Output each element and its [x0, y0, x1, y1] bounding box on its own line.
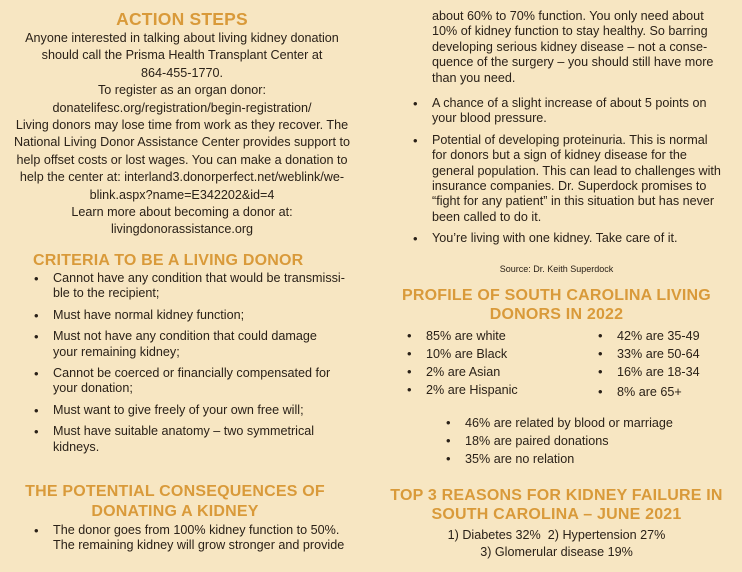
- action-steps-text: [0, 30, 364, 239]
- age-stat: • 33% are 50-64: [617, 345, 737, 363]
- criteria-item: • Cannot be coerced or financially compensated for your donation;: [53, 366, 358, 397]
- criteria-item: • Must want to give freely of your own free will;: [53, 403, 358, 418]
- relation-stat: • 35% are no relation: [465, 450, 735, 468]
- profile-heading: [371, 286, 742, 324]
- action-line: 864-455-1770.: [141, 65, 223, 80]
- reasons-heading-line1: TOP 3 REASONS FOR KIDNEY FAILURE IN: [390, 487, 723, 504]
- consequences-list: [432, 96, 737, 247]
- profile-race-list: [426, 327, 596, 399]
- relation-stat: • 18% are paired donations: [465, 432, 735, 450]
- profile-age-list: [617, 327, 737, 401]
- race-stat: • 2% are Hispanic: [426, 381, 596, 399]
- criteria-item: • Cannot have any condition that would be transmissi- ble to the recipient;: [53, 271, 358, 302]
- age-stat: • 8% are 65+: [617, 383, 737, 401]
- age-stat: • 16% are 18-34: [617, 363, 737, 381]
- reasons-heading: [371, 486, 742, 524]
- profile-heading-line1: PROFILE OF SOUTH CAROLINA LIVING: [402, 287, 711, 304]
- race-stat: • 10% are Black: [426, 345, 596, 363]
- consequences-heading-line1: THE POTENTIAL CONSEQUENCES OF: [25, 483, 325, 500]
- profile-heading-line2: DONORS IN 2022: [489, 306, 624, 323]
- action-line: Anyone interested in talking about living kidney donation: [25, 31, 339, 45]
- reasons-text: [371, 527, 742, 562]
- action-line: Learn more about becoming a donor at:: [71, 205, 293, 220]
- reasons-line: 3) Glomerular disease 19%: [480, 545, 633, 560]
- race-stat: • 2% are Asian: [426, 363, 596, 381]
- action-line: Living donors may lose time from work as they recover. The: [15, 118, 349, 133]
- reasons-heading-line2: SOUTH CAROLINA – JUNE 2021: [431, 506, 682, 523]
- consequence-continued: about 60% to 70% function. You only need about 10% of kidney function to stay healthy. So barring developing serious kidney disease – not a conse- quence of the surgery – you should still have more than you need.: [432, 9, 714, 85]
- consequence-item: • Potential of developing proteinuria. This is normal for donors but a sign of kidney disease for the general population. This can lead to challenges with insurance companies. Dr. Superdock promises to “fight for any patient” in this situation but has never been called to do it.: [432, 133, 737, 225]
- criteria-item: • Must have suitable anatomy – two symmetrical kidneys.: [53, 424, 358, 455]
- reasons-line: 1) Diabetes 32% 2) Hypertension 27%: [447, 528, 666, 542]
- race-stat: • 85% are white: [426, 327, 596, 345]
- criteria-heading: CRITERIA TO BE A LIVING DONOR: [33, 252, 304, 269]
- action-line: should call the Prisma Health Transplant Center at: [41, 48, 323, 63]
- action-steps-heading: ACTION STEPS: [116, 9, 248, 29]
- action-line: help offset costs or lost wages. You can make a donation to: [16, 152, 348, 167]
- action-line: donatelifesc.org/registration/begin-registration/: [52, 100, 312, 115]
- action-line: blink.aspx?name=E342202&id=4: [89, 187, 275, 202]
- consequences-heading: [0, 482, 350, 522]
- consequences-heading-line2: DONATING A KIDNEY: [91, 503, 259, 520]
- criteria-list: [53, 271, 358, 455]
- consequence-item: • A chance of a slight increase of about 5 points on your blood pressure.: [432, 96, 737, 127]
- consequences-list-start: [53, 523, 358, 554]
- action-line: To register as an organ donor:: [97, 83, 267, 98]
- criteria-item: • Must not have any condition that could damage your remaining kidney;: [53, 329, 358, 360]
- action-line: help the center at: interland3.donorperfect.net/weblink/we-: [19, 170, 345, 185]
- consequence-item: • The donor goes from 100% kidney function to 50%. The remaining kidney will grow stronger and provide: [53, 523, 358, 554]
- relation-stat: • 46% are related by blood or marriage: [465, 414, 735, 432]
- action-line: livingdonorassistance.org: [110, 222, 254, 237]
- action-line: National Living Donor Assistance Center provides support to: [13, 135, 350, 150]
- profile-relation-list: [465, 414, 735, 468]
- consequence-item: • You’re living with one kidney. Take care of it.: [432, 231, 737, 246]
- criteria-item: • Must have normal kidney function;: [53, 308, 358, 323]
- age-stat: • 42% are 35-49: [617, 327, 737, 345]
- source-note: Source: Dr. Keith Superdock: [499, 264, 614, 274]
